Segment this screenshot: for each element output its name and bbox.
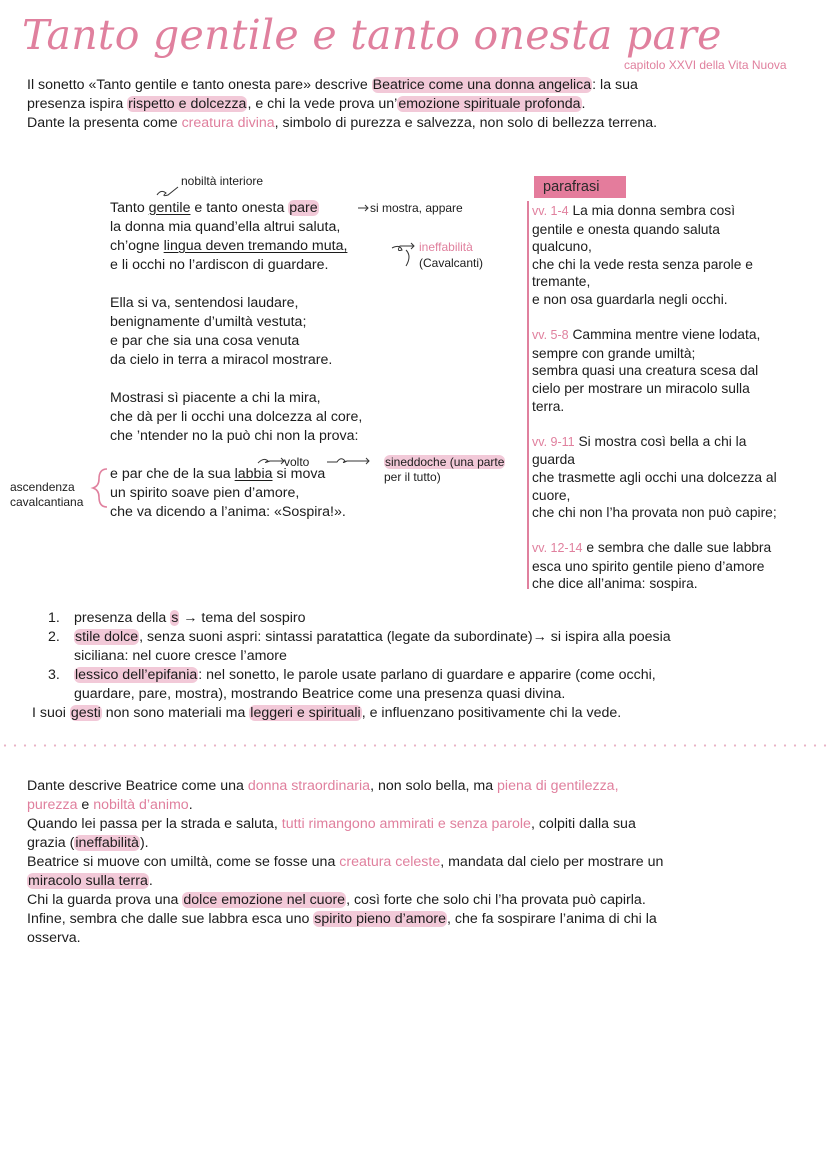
- parafrasi-block-4: vv. 12-14 e sembra che dalle sue labbra esca uno spirito gentile pieno d’amore che dice all’anima: sospira.: [532, 540, 772, 592]
- verse: benignamente d’umiltà vestuta;: [110, 314, 307, 330]
- verse-ref: vv. 9-11: [532, 434, 575, 449]
- list-item: 2. stile dolce, senza suoni aspri: sintassi paratattica (legate da subordinate)→ si ispira alla poesia siciliana: nel cuore cresce l’amore: [48, 629, 671, 664]
- gesti-line: I suoi gesti non sono materiali ma leggeri e spirituali, e influenzano positivamente chi la vede.: [32, 705, 622, 721]
- verse: che va dicendo a l’anima: «Sospira!».: [110, 504, 346, 520]
- summary-paragraph: Dante descrive Beatrice come una donna straordinaria, non solo bella, ma piena di gentilezza, purezza e nobiltà d’animo. Quando lei passa per la strada e saluta, tutti rimangono ammirati e senza parole, colpiti dalla sua grazia (ineffabilità). Beatrice si muove con umiltà, come se fosse una creatura celeste, mandata dal cielo per mostrare un miracolo sulla terra. Chi la guarda prova una dolce emozione nel cuore, così forte che solo chi l’ha provata può capirla. Infine, sembra che dalle sue labbra esca uno spirito pieno d’amore, che fa sospirare l’anima di chi la osserva.: [27, 778, 664, 946]
- intro-line-1: Il sonetto «Tanto gentile e tanto onesta pare» descrive Beatrice come una donna angelica: la sua: [27, 77, 638, 93]
- annotation-volto: volto: [284, 455, 310, 469]
- annotation-si-mostra: si mostra, appare: [370, 201, 463, 215]
- page-subtitle: capitolo XXVI della Vita Nuova: [624, 58, 787, 72]
- arrow-icon: →: [532, 629, 547, 645]
- annotation-ascendenza: ascendenza: [10, 480, 75, 494]
- verse: da cielo in terra a miracol mostrare.: [110, 352, 333, 368]
- arrow-icon: →: [179, 610, 198, 626]
- highlight: gesti: [70, 705, 101, 721]
- annotation-per-il-tutto: per il tutto): [384, 470, 441, 484]
- highlight: ineffabilità: [75, 835, 139, 851]
- verse: che dà per li occhi una dolcezza al core,: [110, 409, 363, 425]
- verse: che ’ntender no la può chi non la prova:: [110, 428, 359, 444]
- verse: ch’ogne lingua deven tremando muta,: [110, 238, 348, 254]
- curl-arrow-icon: [157, 187, 178, 196]
- verse: Ella si va, sentendosi laudare,: [110, 295, 299, 311]
- intro-line-2: presenza ispira rispetto e dolcezza, e chi la vede prova un’emozione spirituale profonda.: [27, 96, 586, 112]
- annotation-nobilta: nobiltà interiore: [181, 174, 264, 188]
- verse: Tanto gentile e tanto onesta pare: [110, 200, 318, 216]
- annotation-ineffabilita: ineffabilità: [419, 240, 473, 254]
- highlight: pare: [289, 200, 318, 216]
- highlight: lessico dell’epifania: [75, 667, 198, 683]
- annotation-cavalcantiana: cavalcantiana: [10, 495, 84, 509]
- parafrasi-block-3: vv. 9-11 Si mostra così bella a chi la guarda che trasmette agli occhi una dolcezza al cuore, che chi non l’ha provata non può capire;: [532, 433, 777, 521]
- brace-icon: [93, 469, 107, 507]
- annotation-cavalcanti: (Cavalcanti): [419, 256, 484, 270]
- verse: e li occhi no l’ardiscon di guardare.: [110, 257, 329, 273]
- verse-ref: vv. 5-8: [532, 328, 569, 343]
- verse: e par che de la sua labbia si mova: [110, 466, 326, 482]
- list-item: 3. lessico dell’epifania: nel sonetto, le parole usate parlano di guardare e apparire (come occhi, guardare, pare, mostra), mostrando Beatrice come una presenza quasi divina.: [48, 667, 656, 702]
- underlined-word: gentile: [148, 200, 191, 216]
- verse: Mostrasi sì piacente a chi la mira,: [110, 390, 321, 406]
- highlight: rispetto e dolcezza: [128, 96, 247, 112]
- highlight: spirito pieno d’amore: [314, 911, 446, 927]
- intro-line-3: Dante la presenta come creatura divina, simbolo di purezza e salvezza, non solo di bellezza terrena.: [27, 115, 658, 131]
- annotation-sineddoche: sineddoche (una parte: [385, 455, 505, 469]
- list-item: 1. presenza della s → tema del sospiro: [48, 610, 306, 626]
- stanza-2: [110, 294, 440, 370]
- underlined-word: labbia: [234, 466, 273, 482]
- pink-text: creatura divina: [181, 115, 275, 131]
- analysis-list: [32, 609, 814, 723]
- verse: e par che sia una cosa venuta: [110, 333, 300, 349]
- highlight: miracolo sulla terra: [28, 873, 148, 889]
- sonnet: [110, 199, 440, 541]
- highlight: dolce emozione nel cuore: [183, 892, 346, 908]
- parafrasi-divider: [527, 201, 529, 589]
- highlight: emozione spirituale profonda: [398, 96, 581, 112]
- dotted-divider: [0, 744, 828, 747]
- underlined-word: lingua deven tremando muta,: [163, 238, 348, 254]
- stanza-3: [110, 389, 440, 446]
- parafrasi-block-2: vv. 5-8 Cammina mentre viene lodata, sempre con grande umiltà; sembra quasi una creatura scesa dal cielo per mostrare un miracolo sulla terra.: [532, 327, 761, 414]
- verse: un spirito soave pien d’amore,: [110, 485, 300, 501]
- highlight: s: [171, 610, 179, 626]
- highlight: Beatrice come una donna angelica: [372, 77, 592, 93]
- verse: la donna mia quand’ella altrui saluta,: [110, 219, 341, 235]
- verse-ref: vv. 1-4: [532, 204, 569, 218]
- verse-ref: vv. 12-14: [532, 541, 583, 556]
- page-title: Tanto gentile e tanto onesta pare: [22, 11, 722, 59]
- parafrasi-label: parafrasi: [534, 176, 626, 198]
- parafrasi-text: [532, 202, 814, 611]
- parafrasi-block-1: vv. 1-4 La mia donna sembra così gentile e onesta quando saluta qualcuno, che chi la vede resta senza parole e tremante, e non osa guardarla negli occhi.: [532, 203, 753, 307]
- highlight: leggeri e spirituali: [250, 705, 361, 721]
- highlight: stile dolce: [75, 629, 139, 645]
- intro-paragraph: [27, 76, 817, 133]
